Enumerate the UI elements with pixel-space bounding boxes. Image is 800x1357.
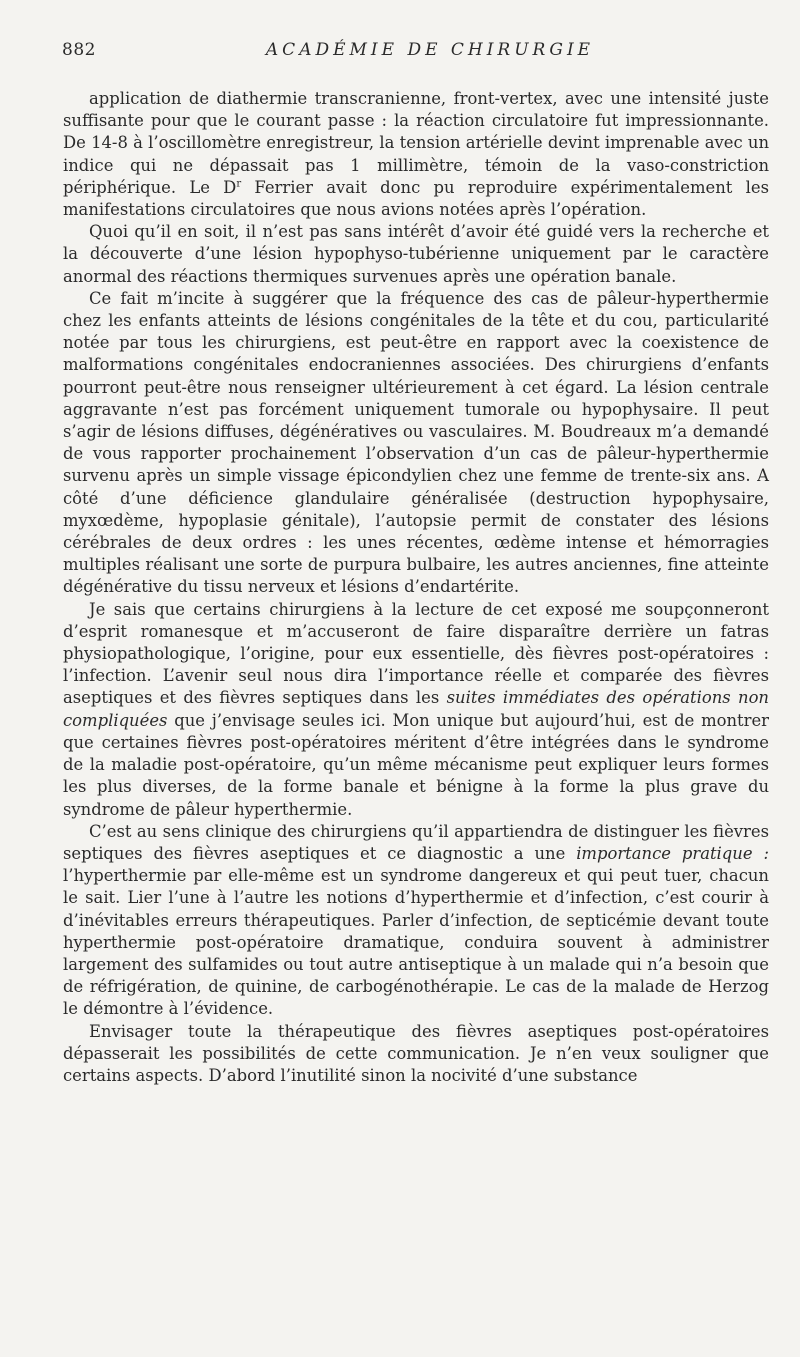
- italic-text: suites immédiates des opérations non compliquées: [63, 688, 769, 730]
- text-run: C’est au sens clinique des chirurgiens qu’il appartiendra de distinguer les fièvres septiques des fièvres aseptiques et ce diagnostic a une: [63, 821, 769, 863]
- running-head: ACADÉMIE DE CHIRURGIE: [265, 40, 595, 60]
- paragraph: [63, 88, 769, 221]
- page-number: 882: [62, 40, 96, 60]
- text-run: que j’envisage seules ici. Mon unique but aujourd’hui, est de montrer que certaines fièvres post-opératoires méritent d’être intégrées dans le syndrome de la maladie post-opératoire, qu’un même mécanisme peut expliquer leurs formes les plus diverses, de la forme banale et bénigne à la forme la plus grave du syndrome de pâleur hyperthermie.: [63, 710, 769, 819]
- text-run: Envisager toute la thérapeutique des fièvres aseptiques post-opératoires dépasserait les possibilités de cette communication. Je n’en veux souligner que certains aspects. D’abord l’inutilité sinon la nocivité d’une substance: [63, 1021, 769, 1085]
- italic-text: importance pratique :: [576, 843, 769, 863]
- text-run: l’hyperthermie par elle-même est un syndrome dangereux et qui peut tuer, chacun le sait. Lier l’une à l’autre les notions d’hyperthermie et d’infection, c’est courir à d’inévitables erreurs thérapeutiques. Parler d’infection, de septicémie devant toute hyperthermie post-opératoire dramatique, conduira souvent à administrer largement des sulfamides ou tout autre antiseptique à un malade qui n’a besoin que de réfrigération, de quinine, de carbogénothérapie. Le cas de la malade de Herzog le démontre à l’évidence.: [63, 866, 769, 1019]
- page-header: [62, 40, 768, 70]
- paragraph: [63, 288, 769, 599]
- body-text: [63, 88, 769, 1087]
- paragraph: [63, 821, 769, 1021]
- text-run: Ferrier avait donc pu reproduire expérimentalement les manifestations circulatoires que nous avions notées après l’opération.: [63, 177, 770, 220]
- text-run: Je sais que certains chirurgiens à la lecture de cet exposé me soupçonneront d’esprit romanesque et m’accuseront de faire disparaître derrière un fatras physiopathologique, l’origine, pour eux essentielle, dès fièvres post-opératoires : l’infection. L’avenir seul nous dira l’importance réelle et comparée des fièvres aseptiques et des fièvres septiques dans les: [63, 599, 769, 708]
- text-run: application de diathermie transcranienne, front-vertex, avec une intensité juste suffisante pour que le courant passe : la réaction circulatoire fut impressionnante. De 14-8 à l’oscillomètre enregistreur, la tension artérielle devint imprenable avec un indice qui ne dépassait pas 1 millimètre, témoin de la vaso-constriction périphérique. Le D: [63, 89, 769, 197]
- paragraph: [63, 221, 769, 288]
- text-run: Ce fait m’incite à suggérer que la fréquence des cas de pâleur-hyperthermie chez les enfants atteints de lésions congénitales de la tête et du cou, particularité notée par tous les chirurgiens, est peut-être en rapport avec la coexistence de malformations congénitales endocraniennes associées. Des chirurgiens d’enfants pourront peut-être nous renseigner ultérieurement à cet égard. La lésion centrale aggravante n’est pas forcément uniquement tumorale ou hypophysaire. Il peut s’agir de lésions diffuses, dégénératives ou vasculaires. M. Boudreaux m’a demandé de vous rapporter prochainement l’observation d’un cas de pâleur-hyperthermie survenu après un simple vissage épicondylien chez une femme de trente-six ans. A côté d’une déficience glandulaire généralisée (destruction hypophysaire, myxœdème, hypoplasie génitale), l’autopsie permit de constater des lésions cérébrales de deux ordres : les unes récentes, œdème intense et hémorragies multiples réalisant une sorte de purpura bulbaire, les autres anciennes, fine atteinte dégénérative du tissu nerveux et lésions d’endartérite.: [63, 288, 769, 597]
- paragraph: [63, 599, 769, 821]
- text-run: Quoi qu’il en soit, il n’est pas sans intérêt d’avoir été guidé vers la recherche et la découverte d’une lésion hypophyso-tubérienne uniquement par le caractère anormal des réactions thermiques survenues après une opération banale.: [63, 222, 769, 286]
- paragraph: [63, 1021, 769, 1088]
- superscript-text: r: [236, 178, 242, 190]
